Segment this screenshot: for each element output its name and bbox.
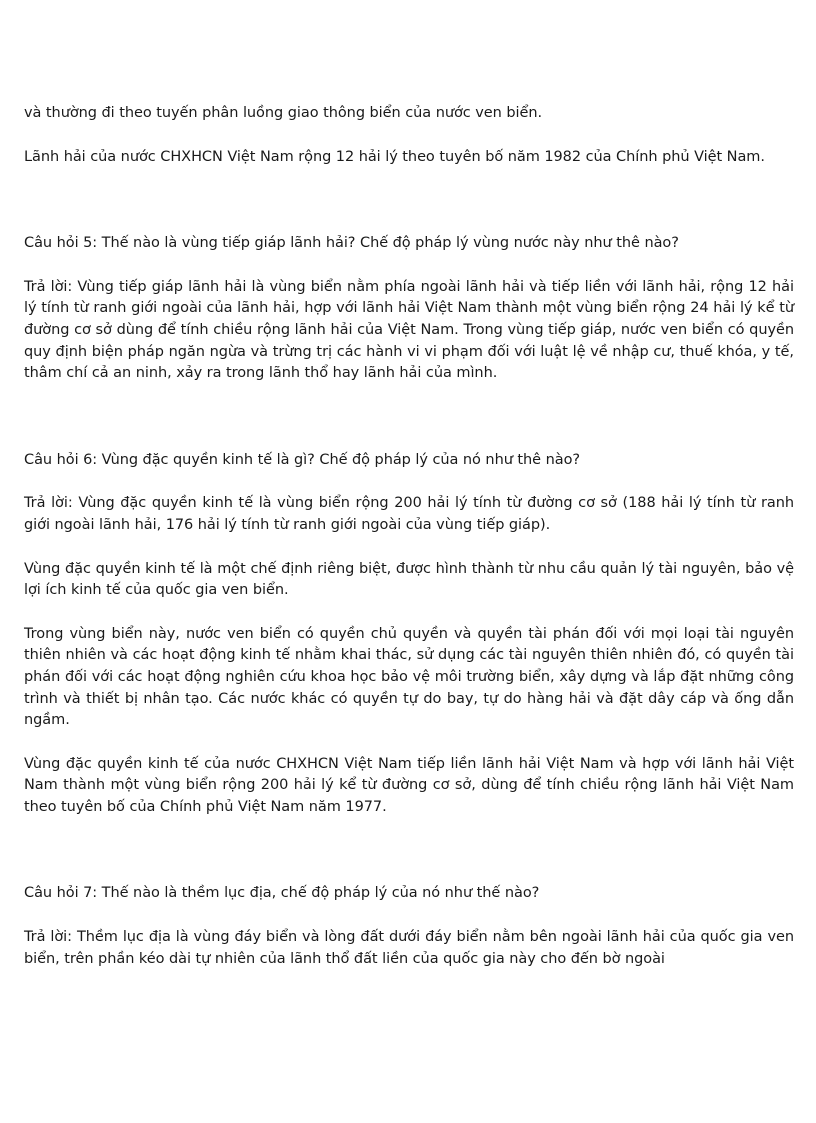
paragraph-eez-vietnam: Vùng đặc quyền kinh tế của nước CHXHCN Việt Nam tiếp liền lãnh hải Việt Nam và hợp với lãnh hải Việt Nam thành một vùng biển rộng 200 hải lý kể từ đường cơ sở, dùng để tính chiều rộng lãnh hải Việt Nam theo tuyên bố của Chính phủ Việt Nam năm 1977. xyxy=(24,755,794,815)
paragraph-territorial-sea: Lãnh hải của nước CHXHCN Việt Nam rộng 12 hải lý theo tuyên bố năm 1982 của Chính phủ Việt Nam. xyxy=(24,148,765,165)
question-5-heading: Câu hỏi 5: Thế nào là vùng tiếp giáp lãnh hải? Chế độ pháp lý vùng nước này như thê nào? xyxy=(24,235,679,252)
top-margin xyxy=(24,0,794,103)
answer-6: Trả lời: Vùng đặc quyền kinh tế là vùng biển rộng 200 hải lý tính từ đường cơ sở (188 hải lý tính từ ranh giới ngoài lãnh hải, 176 hải lý tính từ ranh giới ngoài của vùng tiếp giáp). xyxy=(24,495,794,533)
paragraph-eez-definition: Vùng đặc quyền kinh tế là một chế định riêng biệt, được hình thành từ nhu cầu quản lý tài nguyên, bảo vệ lợi ích kinh tế của quốc gia ven biển. xyxy=(24,560,794,599)
answer-5: Trả lời: Vùng tiếp giáp lãnh hải là vùng biển nằm phía ngoài lãnh hải và tiếp liền với lãnh hải, rộng 12 hải lý tính từ ranh giới ngoài của lãnh hải, hợp với lãnh hải Việt Nam thành một vùng biển rộng 24 hải lý kể từ đường cơ sở dùng để tính chiều rộng lãnh hải của Việt Nam. Trong vùng tiếp giáp, nước ven biển có quyền quy định biện pháp ngăn ngừa và trừng trị các hành vi vi phạm đối với luật lệ về nhập cư, thuế khóa, y tế, thâm chí cả an ninh, xảy ra trong lãnh thổ hay lãnh hải của mình. xyxy=(24,278,794,382)
document-page xyxy=(24,0,794,970)
answer-7: Trả lời: Thềm lục địa là vùng đáy biển và lòng đất dưới đáy biển nằm bên ngoài lãnh hải của quốc gia ven biển, trên phần kéo dài tự nhiên của lãnh thổ đất liền của quốc gia này cho đến bờ ngoài xyxy=(24,929,794,967)
question-7-heading: Câu hỏi 7: Thế nào là thềm lục địa, chế độ pháp lý của nó như thế nào? xyxy=(24,885,540,902)
question-6-heading: Câu hỏi 6: Vùng đặc quyền kinh tế là gì? Chế độ pháp lý của nó như thê nào? xyxy=(24,451,581,468)
paragraph-eez-rights: Trong vùng biển này, nước ven biển có quyền chủ quyền và quyền tài phán đối với mọi loại tài nguyên thiên nhiên và các hoạt động kinh tế nhằm khai thác, sử dụng các tài nguyên thiên nhiên đó, có quyền tài phán đối với các hoạt động nghiên cứu khoa học bảo vệ môi trường biển, xây dựng và lắp đặt những công trình và thiết bị nhân tạo. Các nước khác có quyền tự do bay, tự do hàng hải và đặt dây cáp và ống dẫn ngầm. xyxy=(24,625,794,729)
paragraph-continuation: và thường đi theo tuyến phân luồng giao thông biển của nước ven biển. xyxy=(24,105,543,121)
